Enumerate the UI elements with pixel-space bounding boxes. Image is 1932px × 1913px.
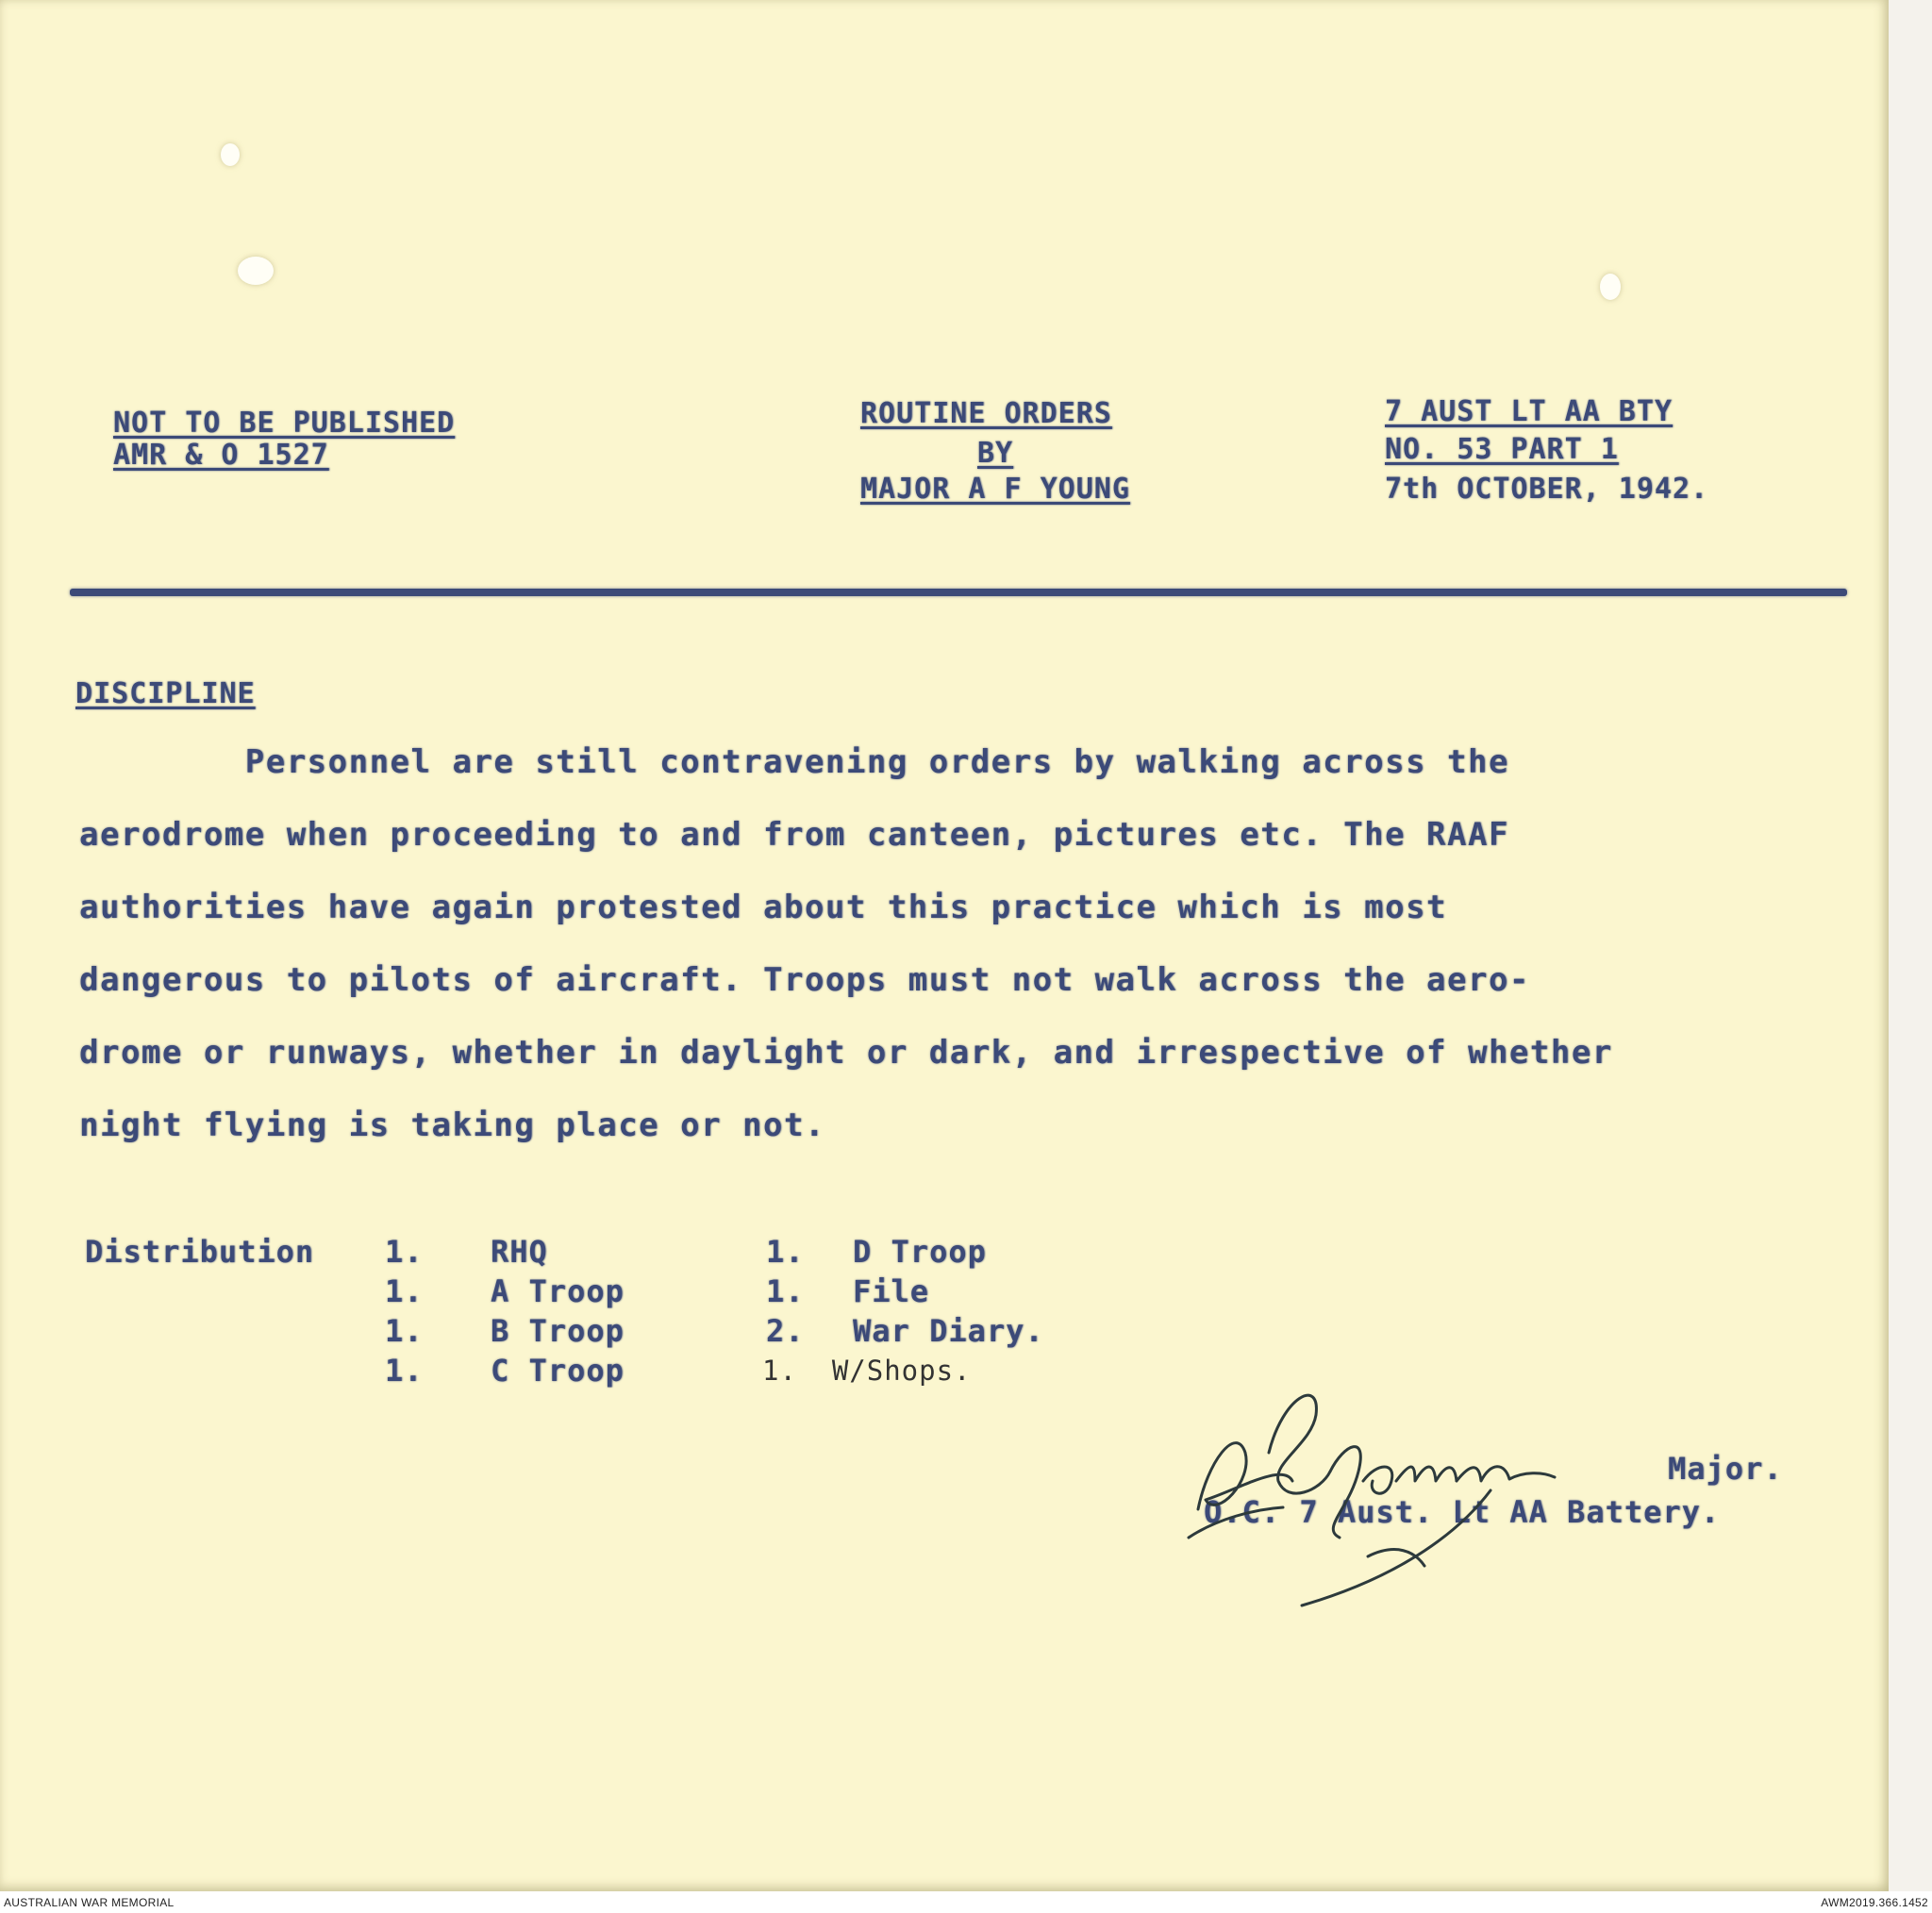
section-body [79,726,1806,1162]
body-line: aerodrome when proceeding to and from canteen, pictures etc. The RAAF [79,816,1509,854]
header-right-line3: 7th OCTOBER, 1942. [1385,473,1709,506]
header-left-line2: AMR & O 1527 [113,439,329,472]
body-line: night flying is taking place or not. [79,1106,825,1144]
distribution-item: File [853,1273,930,1309]
paper-blemish [221,143,240,166]
distribution-item: RHQ [491,1234,548,1270]
header-left-line1: NOT TO BE PUBLISHED [113,407,456,440]
body-line: drome or runways, whether in daylight or dark, and irrespective of whether [79,1034,1613,1072]
distribution-item: A Troop [491,1273,625,1309]
header-right-line1: 7 AUST LT AA BTY [1385,395,1673,428]
section-heading: DISCIPLINE [75,677,256,710]
signature-rank: Major. [1668,1451,1783,1487]
distribution-item: D Troop [853,1234,987,1270]
distribution-qty: 2. [766,1313,805,1349]
signature-title: O.C. 7 Aust. Lt AA Battery. [1204,1494,1721,1530]
scan-edge [1889,0,1932,1891]
footer-credit: AUSTRALIAN WAR MEMORIAL [4,1896,175,1909]
paper-hole [238,257,274,285]
footer-accession-number: AWM2019.366.1452 [1821,1896,1928,1909]
distribution-item: C Troop [491,1353,625,1389]
paper-hole [1600,274,1621,300]
distribution-item: B Troop [491,1313,625,1349]
handwritten-signature [1179,1339,1575,1613]
header-center-line1: ROUTINE ORDERS [860,397,1112,430]
distribution-qty: 1. [385,1234,424,1270]
distribution-qty: 1. [385,1273,424,1309]
distribution-qty: 1. [766,1234,805,1270]
distribution-qty: 1. [385,1353,424,1389]
distribution-item: War Diary. [853,1313,1044,1349]
header-center-line3: MAJOR A F YOUNG [860,473,1130,506]
distribution-qty: 1. [385,1313,424,1349]
distribution-added-line: 1. W/Shops. [762,1355,972,1387]
horizontal-rule [70,589,1847,596]
body-line: Personnel are still contravening orders by walking across the [79,743,1509,781]
header-right-line2: NO. 53 PART 1 [1385,433,1619,466]
distribution-qty: 1. [766,1273,805,1309]
distribution-label: Distribution [85,1234,315,1270]
body-line: authorities have again protested about this practice which is most [79,889,1448,926]
header-center-line2: BY [977,437,1014,470]
body-line: dangerous to pilots of aircraft. Troops must not walk across the aero- [79,961,1530,999]
scan-footer-strip [0,1891,1932,1913]
